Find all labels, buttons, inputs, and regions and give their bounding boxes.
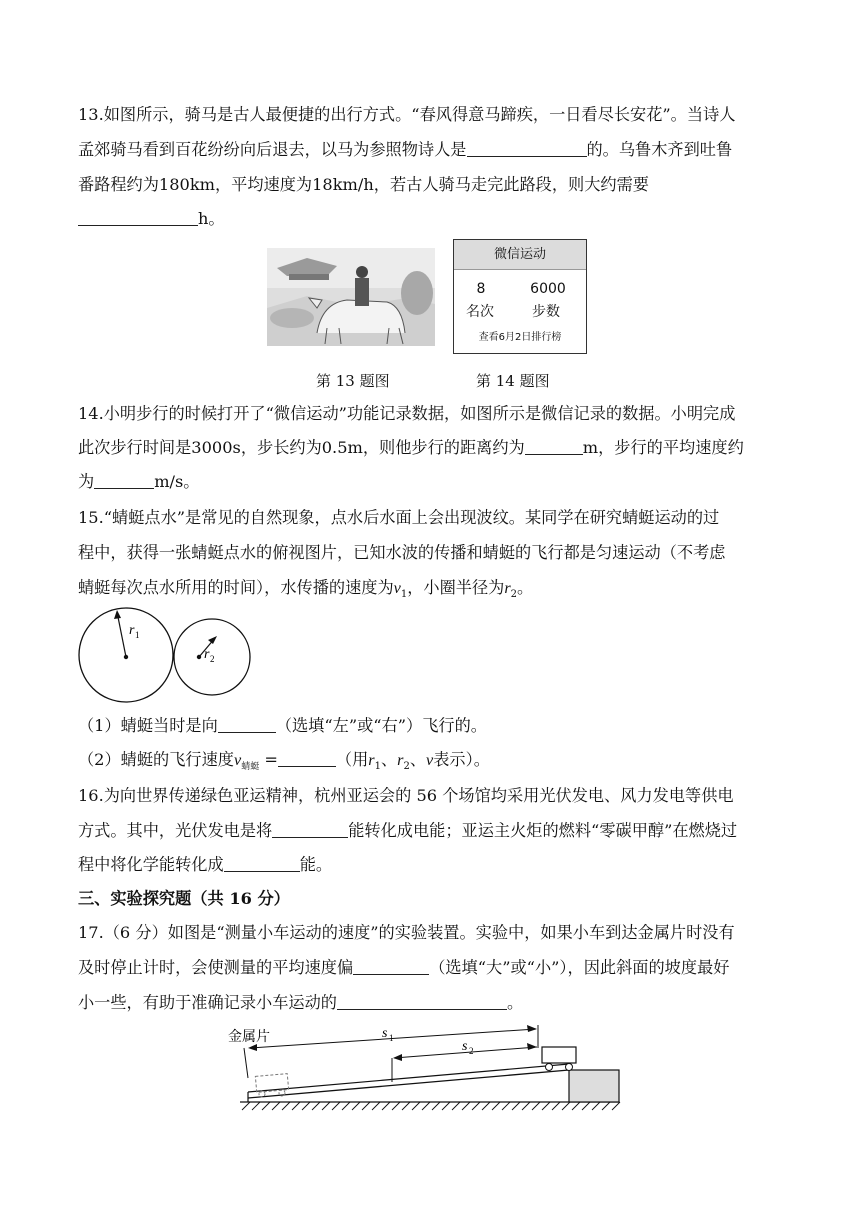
q15-figure-ripples (76, 606, 256, 706)
wechat-ranking-link: 查看6月2日排行榜 (478, 332, 562, 343)
fig-label-r1: r (129, 623, 135, 638)
q14-text: m/s。 (154, 472, 200, 491)
caption-fig14: 第 14 题图 (476, 372, 550, 390)
q15-text: （选填“左”或“右”）飞行的。 (275, 716, 487, 735)
q14-answer-blank-2 (94, 472, 154, 489)
q15-text: = (259, 750, 278, 769)
fig-label-s2-sub: 2 (469, 1046, 474, 1056)
q17-text: 及时停止计时，会使测量的平均速度偏 (78, 958, 354, 977)
q15-part2 (78, 750, 490, 777)
fig-label-metal-plate: 金属片 (228, 1030, 270, 1045)
q15-line2: 程中，获得一张蜻蜓点水的俯视图片，已知水波的传播和蜻蜓的飞行都是匀速运动（不考虑 (78, 543, 726, 562)
q13-line2 (78, 140, 732, 160)
wechat-title-bar: 微信运动 (454, 240, 586, 270)
q15-var-sub: 1 (374, 761, 381, 772)
q16-line1: 16.为向世界传递绿色亚运精神，杭州亚运会的 56 个场馆均采用光伏发电、风力发电等供电 (78, 786, 734, 805)
q13-answer-blank-2 (78, 209, 198, 226)
q16-text: 能。 (299, 855, 333, 874)
q14-line2 (78, 438, 744, 458)
q15-text: （用 (335, 750, 369, 769)
fig-label-r2-sub: 2 (210, 654, 215, 664)
q14-text: m，步行的平均速度约 (582, 438, 744, 457)
q13-text: 的。乌鲁木齐到吐鲁 (586, 140, 733, 159)
q15-answer-blank-2 (278, 750, 336, 767)
caption-fig13: 第 13 题图 (316, 372, 390, 390)
q15-line1: 15.“蜻蜓点水”是常见的自然现象，点水后水面上会出现波纹。某同学在研究蜻蜓运动的过 (78, 508, 720, 527)
q15-answer-blank-1 (218, 716, 276, 733)
q15-text: （2）蜻蜓的飞行速度 (78, 750, 234, 769)
q17-line2 (78, 958, 729, 978)
q15-text: 、 (380, 750, 398, 769)
q16-text: 方式。其中，光伏发电是将 (78, 821, 273, 840)
fig-label-r1-sub: 1 (135, 630, 140, 640)
q15-var-sub: 2 (403, 761, 410, 772)
q15-var-sub: 1 (400, 589, 408, 600)
q15-var-sub: 2 (510, 589, 518, 600)
q17-answer-blank-1 (353, 958, 429, 975)
q13-text: 孟郊骑马看到百花纷纷向后退去，以马为参照物诗人是 (78, 140, 467, 159)
fig-label-s2: s (462, 1039, 468, 1054)
q15-var-r: r (368, 751, 375, 769)
q14-line3 (78, 472, 200, 492)
q15-text: 表示）。 (433, 750, 490, 769)
q14-text: 此次步行时间是3000s，步长约为0.5m，则他步行的距离约为 (78, 438, 525, 457)
q17-text: （选填“大”或“小”），因此斜面的坡度最好 (429, 958, 730, 977)
q17-figure-incline (224, 1020, 634, 1120)
q17-text: 。 (507, 993, 524, 1012)
q16-answer-blank-1 (272, 821, 348, 838)
q15-var-v: v (393, 579, 401, 597)
q17-text: 小一些，有助于准确记录小车运动的 (78, 993, 337, 1012)
q15-var-v: v (234, 751, 242, 769)
q14-figure-wechat-panel (453, 239, 587, 354)
q16-line2 (78, 821, 737, 841)
q13-line1: 13.如图所示，骑马是古人最便捷的出行方式。“春风得意马蹄疾，一日看尽长安花”。当诗人 (78, 105, 736, 124)
q15-var-v: v (426, 751, 434, 769)
fig-label-s1-sub: 1 (389, 1033, 394, 1043)
wechat-steps-label: 步数 (532, 304, 560, 320)
q15-var-sub: 蜻蜓 (241, 762, 260, 772)
wechat-rank-value: 8 (476, 281, 486, 297)
q15-part1 (78, 716, 487, 736)
q15-text: 蜻蜓每次点水所用的时间），水传播的速度为 (78, 578, 394, 597)
q14-text: 为 (78, 472, 95, 491)
q16-text: 能转化成电能；亚运主火炬的燃料“零碳甲醇”在燃烧过 (348, 821, 738, 840)
q16-text: 程中将化学能转化成 (78, 855, 224, 874)
q15-var-r: r (504, 579, 511, 597)
q13-line3: 番路程约为180km，平均速度为18km/h，若古人骑马走完此路段，则大约需要 (78, 175, 649, 194)
q17-line3 (78, 993, 523, 1013)
q17-answer-blank-2 (337, 993, 507, 1010)
wechat-steps-value: 6000 (530, 281, 566, 297)
q16-line3 (78, 855, 332, 875)
q13-figure-rider-illustration (267, 248, 435, 346)
q13-text: h。 (198, 209, 225, 228)
q15-text: ，小圈半径为 (407, 578, 505, 597)
q13-line4 (78, 209, 225, 229)
wechat-rank-label: 名次 (466, 304, 494, 320)
q13-answer-blank-1 (467, 140, 587, 157)
fig-label-r2: r (204, 647, 210, 662)
q15-var-r: r (397, 751, 404, 769)
fig-label-s1: s (382, 1026, 388, 1041)
q16-answer-blank-2 (224, 855, 300, 872)
q15-line3 (78, 578, 533, 605)
q15-text: 。 (517, 578, 534, 597)
q15-text: （1）蜻蜓当时是向 (78, 716, 218, 735)
q17-line1: 17.（6 分）如图是“测量小车运动的速度”的实验装置。实验中，如果小车到达金属片时没有 (78, 923, 735, 942)
q14-line1: 14.小明步行的时候打开了“微信运动”功能记录数据，如图所示是微信记录的数据。小明完成 (78, 404, 736, 423)
q14-answer-blank-1 (525, 438, 583, 455)
section-heading: 三、实验探究题（共 16 分） (78, 889, 290, 908)
q15-text: 、 (409, 750, 427, 769)
